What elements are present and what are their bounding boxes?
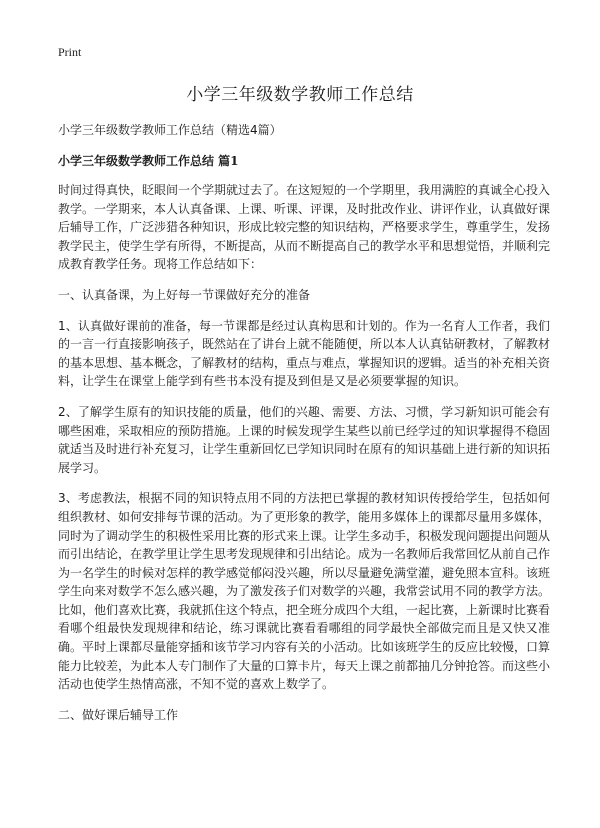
print-link[interactable]: Print: [58, 45, 82, 59]
intro-paragraph: 时间过得真快，眨眼间一个学期就过去了。在这短短的一个学期里，我用满腔的真诚全心投入教学。一学期来，本人认真备课、上课、听课、评课，及时批改作业、讲评作业，认真做好课后辅导工作，广泛涉猎各种知识，形成比较完整的知识结构，严格要求学生，尊重学生，发扬教学民主，使学生学有所得，不断提高，从而不断提高自己的教学水平和思想觉悟，并顺利完成教育教学任务。现将工作总结如下：: [58, 183, 551, 272]
page-title: 小学三年级数学教师工作总结: [186, 85, 414, 105]
section-heading: 小学三年级数学教师工作总结 篇1: [58, 154, 239, 168]
body-paragraph: 2、了解学生原有的知识技能的质量，他们的兴趣、需要、方法、习惯，学习新知识可能会有哪些困难，采取相应的预防措施。上课的时候发现学生某些以前已经学过的知识掌握得不稳固就适当及时进行补充复习，让学生重新回忆已学知识同时在原有的知识基础上进行新的知识拓展学习。: [58, 404, 551, 475]
document-body: [58, 181, 550, 736]
outline-heading-1: 一、认真备课，为上好每一节课做好充分的准备: [58, 287, 311, 302]
body-paragraph: 3、考虑教法，根据不同的知识特点用不同的方法把已掌握的教材知识传授给学生，包括如何组织教材、如何安排每节课的活动。为了更形象的教学，能用多媒体上的课都尽量用多媒体，同时为了调动学生的积极性采用比赛的形式来上课。让学生多动手，积极发现问题提出问题从而引出结论，在教学里让学生思考发现规律和引出结论。成为一名教师后我常回忆从前自己作为一名学生的时候对怎样的教学感觉郁闷没兴趣，所以尽量避免满堂灌，避免照本宣科。该班学生向来对数学不怎么感兴趣，为了激发孩子们对数学的兴趣，我常尝试用不同的教学方法。比如，他们喜欢比赛，我就抓住这个特点，把全班分成四个大组，一起比赛，上新课时比赛看看哪个组最快发现规律和结论，练习课就比赛看看哪组的同学最快全部做完而且是又快又准确。平时上课都尽量能穿插和该节学习内容有关的小活动。比如该班学生的反应比较慢，口算能力比较差，为此本人专门制作了大量的口算卡片，每天上课之前都抽几分钟抢答。而这些小活动也使学生热情高涨，不知不觉的喜欢上数学了。: [58, 491, 551, 692]
outline-heading-2: 二、做好课后辅导工作: [58, 707, 179, 722]
document-subtitle: 小学三年级数学教师工作总结（精选4篇）: [58, 123, 282, 137]
body-paragraph: 1、认真做好课前的准备，每一节课都是经过认真构思和计划的。作为一名育人工作者，我们的一言一行直接影响孩子，既然站在了讲台上就不能随便，所以本人认真钻研教材，了解教材的基本思想、基本概念，了解教材的结构，重点与难点，掌握知识的逻辑。适当的补充相关资料，让学生在课堂上能学到有些书本没有提及到但是又是必须要掌握的知识。: [58, 318, 551, 389]
